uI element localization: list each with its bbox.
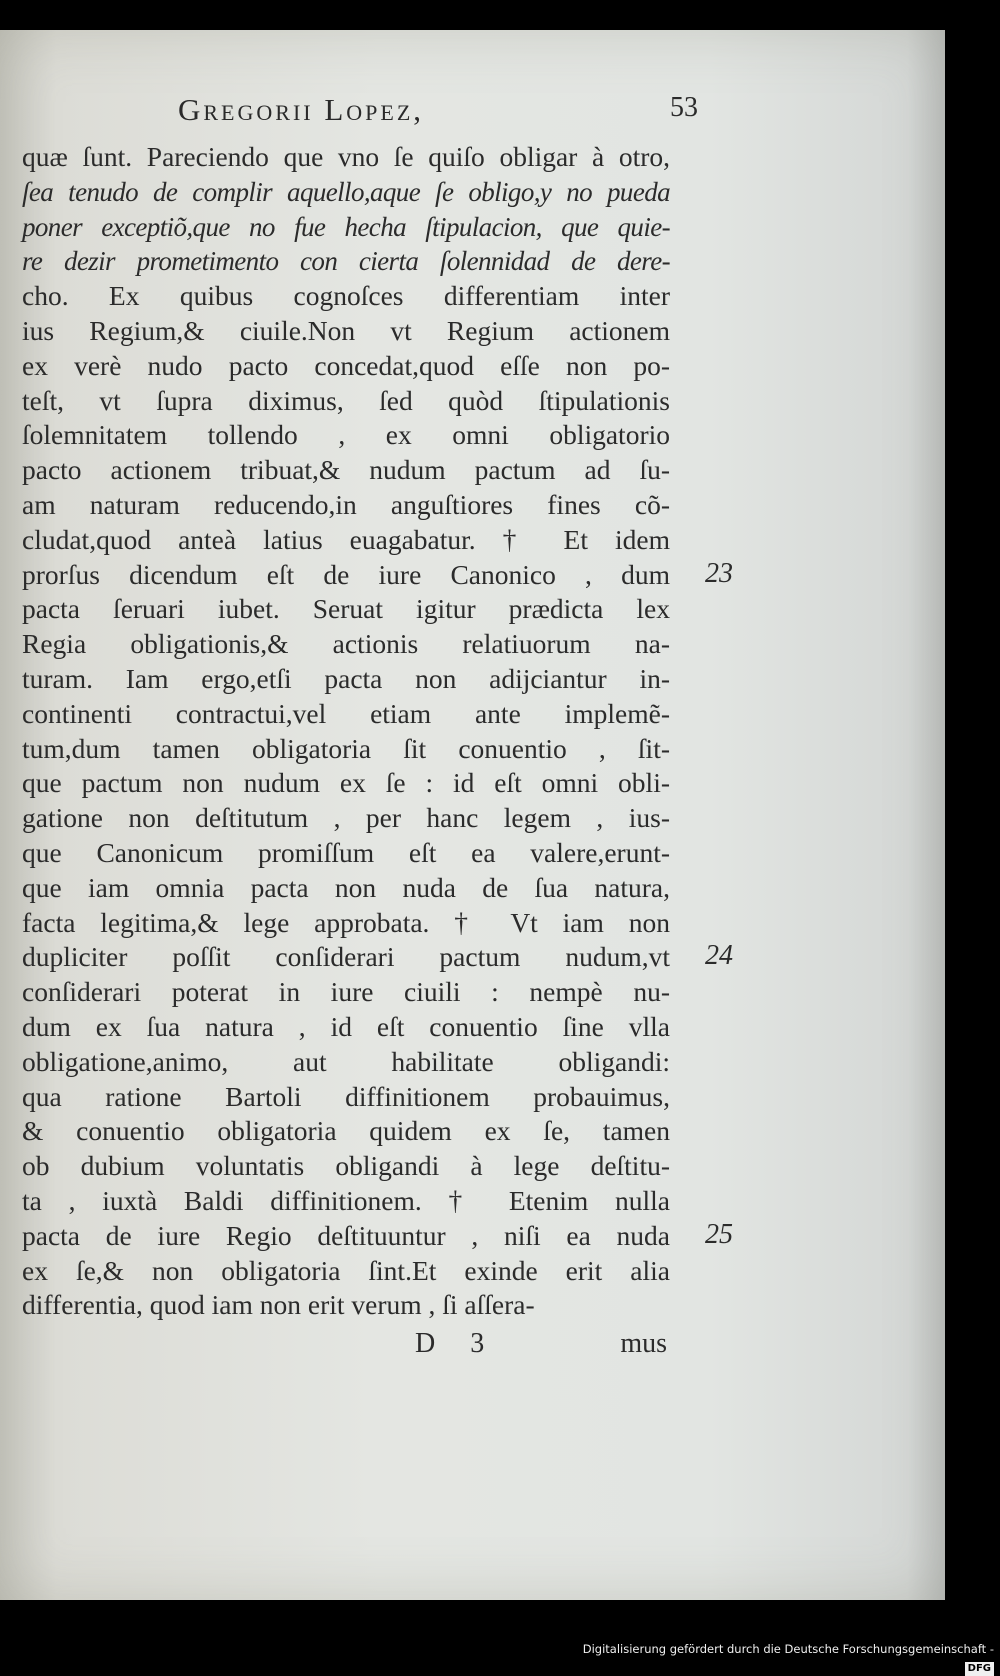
text-line: ta , iuxtà Baldi diffinitionem. † Etenim nulla <box>22 1184 670 1216</box>
text-line: re dezir prometimento con cierta ſolennidad de dere- <box>22 246 670 277</box>
running-header-title: Gregorii Lopez, <box>178 92 425 127</box>
text-line: ſolemnitatem tollendo , ex omni obligatorio <box>22 419 670 451</box>
text-line: ius Regium,& ciuile.Non vt Regium actionem <box>22 314 670 346</box>
dfg-logo: DFG <box>965 1662 994 1676</box>
text-line: quæ ſunt. Pareciendo que vno ſe quiſo obligar à otro, <box>22 141 670 172</box>
text-line: prorſus dicendum eſt de iure Canonico , dum <box>22 558 670 590</box>
text-line: pacta de iure Regio deſtituuntur , niſi ea nuda <box>22 1219 670 1251</box>
text-line: ex verè nudo pacto concedat,quod eſſe non po- <box>22 349 670 381</box>
text-line: que Canonicum promiſſum eſt ea valere,erunt- <box>22 836 670 868</box>
text-line: que iam omnia pacta non nuda de ſua natura, <box>22 871 670 903</box>
text-line: que pactum non nudum ex ſe : id eſt omni obli- <box>22 767 670 799</box>
marginal-note-number: 24 <box>705 940 733 972</box>
text-line: obligatione,animo, aut habilitate obligandi: <box>22 1045 670 1077</box>
text-line: qua ratione Bartoli diffinitionem probauimus, <box>22 1080 670 1112</box>
text-line: gatione non deſtitutum , per hanc legem , ius- <box>22 802 670 834</box>
text-line: facta legitima,& lege approbata. † Vt iam non <box>22 906 670 938</box>
text-line: turam. Iam ergo,etſi pacta non adijciantur in- <box>22 662 670 694</box>
text-line: cho. Ex quibus cognoſces differentiam inter <box>22 280 670 312</box>
marginal-note-number: 23 <box>705 557 733 589</box>
body-text <box>22 140 670 1323</box>
text-line: & conuentio obligatoria quidem ex ſe, tamen <box>22 1115 670 1147</box>
running-header <box>178 92 698 132</box>
text-line: am naturam reducendo,in anguſtiores fines cõ- <box>22 488 670 520</box>
text-line: tum,dum tamen obligatoria ſit conuentio , ſit- <box>22 732 670 764</box>
text-line: differentia, quod iam non erit verum , ſi aſſera- <box>22 1289 535 1321</box>
text-line: pacta ſeruari iubet. Seruat igitur prædicta lex <box>22 593 670 625</box>
page-footer-catchline <box>405 1328 675 1364</box>
text-line: teſt, vt ſupra diximus, ſed quòd ſtipulationis <box>22 384 670 416</box>
text-line: poner exceptiõ,que no fue hecha ſtipulacion, que quie- <box>22 211 670 242</box>
text-line: conſiderari poterat in iure ciuili : nempè nu- <box>22 976 670 1008</box>
text-line: dum ex ſua natura , id eſt conuentio ſine vlla <box>22 1010 670 1042</box>
text-line: ob dubium voluntatis obligandi à lege deſtitu- <box>22 1150 670 1182</box>
signature-mark: D 3 <box>415 1328 499 1359</box>
marginal-note-number: 25 <box>705 1218 733 1250</box>
text-line: pacto actionem tribuat,& nudum pactum ad ſu- <box>22 454 670 486</box>
text-line: cludat,quod anteà latius euagabatur. † Et idem <box>22 523 670 555</box>
text-line: ſea tenudo de complir aquello,aque ſe obligo,y no pueda <box>22 176 670 207</box>
text-line: continenti contractui,vel etiam ante implemẽ- <box>22 697 670 729</box>
text-line: Regia obligationis,& actionis relatiuorum na- <box>22 628 670 660</box>
text-line: ex ſe,& non obligatoria ſint.Et exinde erit alia <box>22 1254 670 1286</box>
credit-text: Digitalisierung gefördert durch die Deutsche Forschungsgemeinschaft - <box>582 1642 994 1656</box>
catchword: mus <box>620 1328 667 1359</box>
text-line: dupliciter poſſit conſiderari pactum nudum,vt <box>22 941 670 973</box>
page-number: 53 <box>670 92 698 123</box>
digitization-credit <box>570 1640 1000 1674</box>
